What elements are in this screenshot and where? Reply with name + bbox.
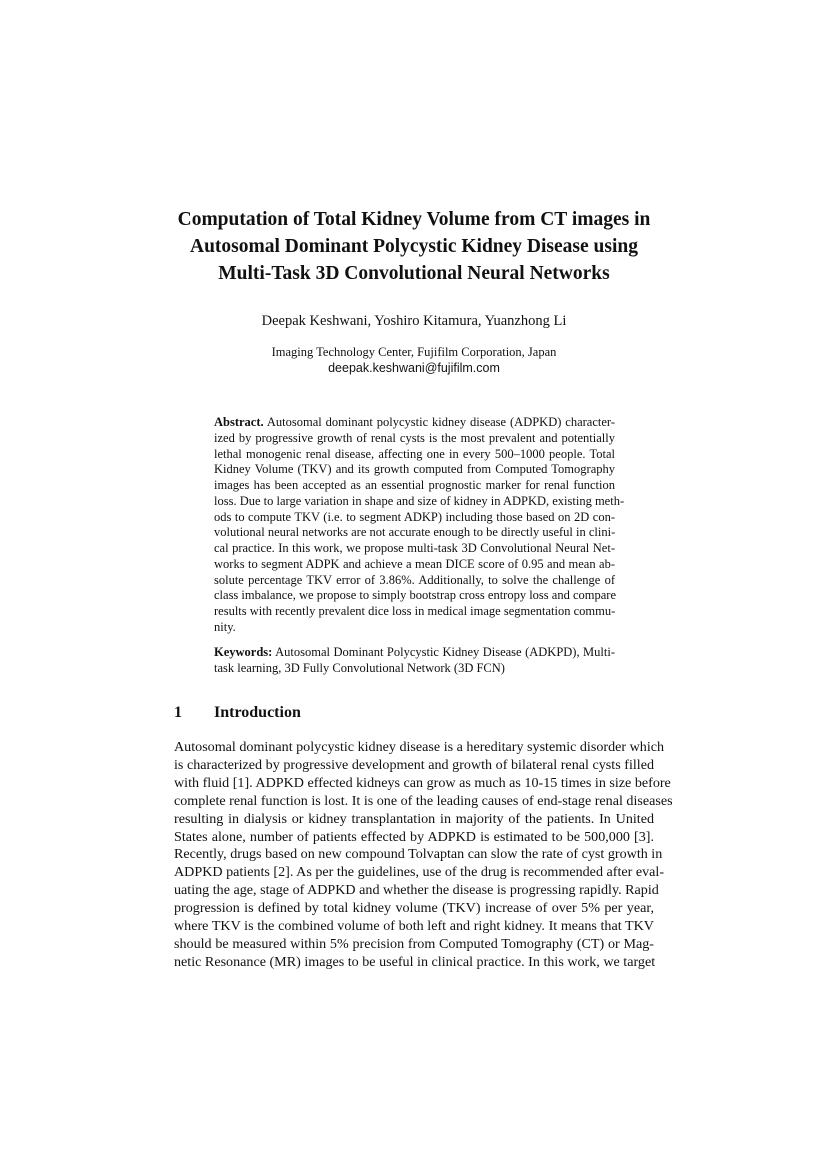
abstract-line: ized by progressive growth of renal cysts is the most prevalent and potentially — [214, 430, 615, 445]
abstract-line: solute percentage TKV error of 3.86%. Additionally, to solve the challenge of — [214, 572, 615, 587]
abstract-text: Autosomal dominant polycystic kidney disease (ADPKD) character- — [263, 415, 615, 429]
abstract-line — [214, 415, 615, 431]
author-email: deepak.keshwani@fujifilm.com — [328, 361, 500, 375]
abstract-line: works to segment ADPK and achieve a mean DICE score of 0.95 and mean ab- — [214, 556, 615, 571]
body-line: Autosomal dominant polycystic kidney disease is a hereditary systemic disorder which — [174, 739, 665, 755]
abstract-line: class imbalance, we propose to simply bootstrap cross entropy loss and compare — [214, 588, 616, 603]
abstract-line: Kidney Volume (TKV) and its growth computed from Computed Tomography — [214, 462, 615, 477]
introduction-body — [174, 739, 673, 972]
body-line: Recently, drugs based on new compound Tolvaptan can slow the rate of cyst growth in — [174, 846, 663, 863]
abstract-line: volutional neural networks are not accurate enough to be directly useful in clini- — [214, 525, 616, 540]
abstract — [214, 415, 625, 636]
abstract-line: cal practice. In this work, we propose multi-task 3D Convolutional Neural Net- — [214, 541, 615, 555]
abstract-line: nity. — [214, 619, 236, 634]
keywords-line: task learning, 3D Fully Convolutional Network (3D FCN) — [214, 660, 505, 675]
section-number: 1 — [174, 704, 182, 721]
keywords-line — [214, 645, 615, 661]
keywords-label: Keywords: — [214, 645, 273, 659]
body-line: netic Resonance (MR) images to be useful in clinical practice. In this work, we target — [174, 953, 656, 970]
body-line: States alone, number of patients effected by ADPKD is estimated to be 500,000 [3]. — [174, 828, 654, 845]
body-line: complete renal function is lost. It is one of the leading causes of end-stage renal diseases — [174, 792, 673, 809]
abstract-label: Abstract. — [214, 415, 264, 429]
body-line: should be measured within 5% precision from Computed Tomography (CT) or Mag- — [174, 935, 654, 952]
abstract-line: results with recently prevalent dice loss in medical image segmentation commu- — [214, 604, 616, 618]
title-line: Multi-Task 3D Convolutional Neural Networks — [218, 263, 610, 284]
body-line: resulting in dialysis or kidney transplantation in majority of the patients. In United — [174, 810, 654, 827]
body-line: ADPKD patients [2]. As per the guidelines, use of the drug is recommended after eval- — [174, 864, 665, 881]
title-line: Autosomal Dominant Polycystic Kidney Disease using — [190, 236, 638, 257]
abstract-line: ods to compute TKV (i.e. to segment ADKP) including those based on 2D con- — [214, 509, 615, 524]
affiliation: Imaging Technology Center, Fujifilm Corporation, Japan — [271, 345, 557, 359]
keywords — [214, 645, 615, 677]
body-line: progression is defined by total kidney volume (TKV) increase of over 5% per year, — [174, 900, 654, 917]
abstract-line: lethal monogenic renal disease, affecting one in every 500–1000 people. Total — [214, 446, 615, 461]
body-line: is characterized by progressive development and growth of bilateral renal cysts filled — [174, 756, 654, 773]
section-heading — [174, 703, 301, 723]
title-line: Computation of Total Kidney Volume from CT images in — [177, 209, 651, 230]
paper-title — [140, 206, 688, 287]
abstract-line: loss. Due to large variation in shape and size of kidney in ADPKD, existing meth- — [214, 493, 625, 508]
author-list: Deepak Keshwani, Yoshiro Kitamura, Yuanzhong Li — [261, 313, 567, 329]
body-line: uating the age, stage of ADPKD and whether the disease is progressing rapidly. Rapid — [174, 882, 659, 899]
body-line: with fluid [1]. ADPKD effected kidneys can grow as much as 10-15 times in size before — [174, 774, 671, 791]
abstract-line: images has been accepted as an essential prognostic marker for renal function — [214, 478, 615, 492]
section-title: Introduction — [214, 704, 301, 721]
body-line: where TKV is the combined volume of both left and right kidney. It means that TKV — [174, 918, 654, 935]
keywords-text: Autosomal Dominant Polycystic Kidney Disease (ADKPD), Multi- — [272, 645, 615, 659]
